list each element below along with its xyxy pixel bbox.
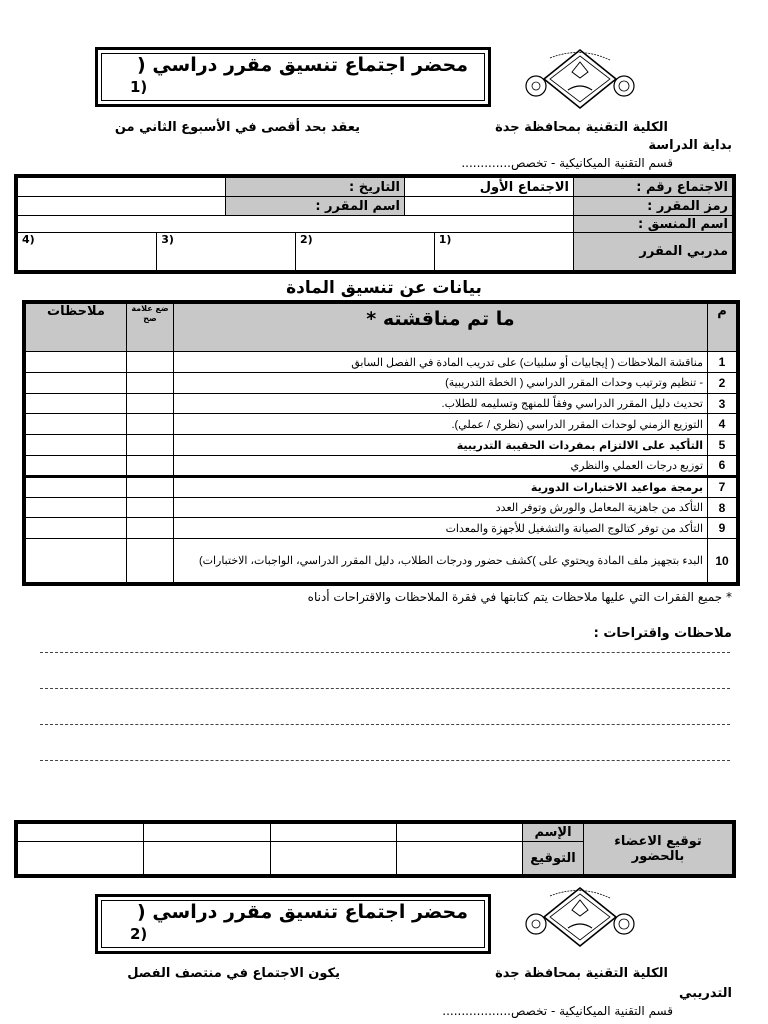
signature-label: التوقيع	[523, 842, 584, 875]
form1-items-table	[25, 303, 737, 583]
college-emblem-icon	[520, 48, 640, 110]
form1-info-box	[14, 174, 736, 274]
date-value[interactable]	[18, 178, 226, 197]
name-cell-1[interactable]	[396, 824, 522, 842]
form2-title-line1: محضر اجتماع تنسيق مقرر دراسي (	[137, 901, 468, 923]
form2-title-box	[95, 894, 491, 954]
college-emblem-icon	[520, 886, 640, 948]
table-row	[26, 456, 737, 477]
table-row	[26, 518, 737, 539]
header-check: ضع علامة صح	[127, 304, 174, 352]
table-row	[26, 414, 737, 435]
table-row	[26, 476, 737, 497]
item-check-cell[interactable]	[127, 414, 174, 435]
item-number: 9	[708, 518, 737, 539]
item-check-cell[interactable]	[127, 435, 174, 456]
trainer-1[interactable]: (1	[434, 233, 573, 270]
name-cell-2[interactable]	[270, 824, 396, 842]
trainer-3[interactable]: (3	[157, 233, 296, 270]
form1-info-table	[17, 177, 733, 271]
item-notes-cell[interactable]	[26, 476, 127, 497]
item-text: برمجة مواعيد الاختبارات الدورية	[174, 476, 708, 497]
form2-title-line2: 2)	[130, 925, 148, 943]
form2-schedule-note: يكون الاجتماع في منتصف الفصل	[127, 966, 340, 981]
form1-title-line1: محضر اجتماع تنسيق مقرر دراسي (	[137, 54, 468, 76]
form1-schedule-note: يعقد بحد أقصى في الأسبوع الثاني من	[114, 120, 360, 135]
trainers-label: مدربي المقرر	[574, 233, 733, 271]
signature-box	[14, 820, 736, 878]
item-number: 4	[708, 414, 737, 435]
coordinator-value[interactable]	[18, 216, 574, 233]
item-text: تحديث دليل المقرر الدراسي وفقاً للمنهج وتسليمه للطلاب.	[174, 393, 708, 414]
college-logo	[520, 48, 640, 110]
item-notes-cell[interactable]	[26, 414, 127, 435]
item-number: 2	[708, 372, 737, 393]
item-number: 5	[708, 435, 737, 456]
header-discussed: ما تم مناقشته *	[174, 304, 708, 352]
course-name-value[interactable]	[18, 197, 226, 216]
trainers-table	[18, 233, 573, 270]
form1-department: قسم التقنية الميكانيكية - تخصص.............	[461, 156, 673, 170]
item-notes-cell[interactable]	[26, 518, 127, 539]
signature-cell-1[interactable]	[396, 842, 522, 875]
remarks-line-2[interactable]	[40, 688, 730, 689]
remarks-line-1[interactable]	[40, 652, 730, 653]
item-check-cell[interactable]	[127, 393, 174, 414]
form1-items-box	[22, 300, 740, 586]
coordinator-label: اسم المنسق :	[574, 216, 733, 233]
table-row	[26, 393, 737, 414]
form1-title-line2: 1)	[130, 78, 148, 96]
item-text: التأكد من جاهزية المعامل والورش وتوفر العدد	[174, 497, 708, 518]
item-notes-cell[interactable]	[26, 435, 127, 456]
trainer-4[interactable]: (4	[18, 233, 157, 270]
item-number: 8	[708, 497, 737, 518]
item-check-cell[interactable]	[127, 497, 174, 518]
footnote: * جميع الفقرات التي عليها ملاحظات يتم كتابتها في فقرة الملاحظات والاقتراحات أدناه	[307, 590, 732, 604]
signature-cell-4[interactable]	[18, 842, 144, 875]
item-text: توزيع درجات العملي والنظري	[174, 456, 708, 477]
item-notes-cell[interactable]	[26, 539, 127, 583]
table-row	[26, 372, 737, 393]
item-text: التوزيع الزمني لوحدات المقرر الدراسي (نظري / عملي).	[174, 414, 708, 435]
item-text: البدء بتجهيز ملف المادة ويحتوي على )كشف حضور ودرجات الطلاب، دليل المقرر الدراسي، الواجبات، الاختبارات)	[174, 539, 708, 583]
meeting-no-value: الاجتماع الأول	[405, 178, 574, 197]
trainer-2[interactable]: (2	[296, 233, 435, 270]
form2-schedule-note-cont: التدريبي	[679, 986, 732, 1001]
form2-college-name: الكلية التقنية بمحافظة جدة	[495, 966, 668, 981]
section-title: بيانات عن تنسيق المادة	[286, 278, 482, 298]
name-cell-4[interactable]	[18, 824, 144, 842]
name-label: الإسم	[523, 824, 584, 842]
form1-title-box	[95, 47, 491, 107]
item-number: 3	[708, 393, 737, 414]
remarks-line-4[interactable]	[40, 760, 730, 761]
course-code-label: رمز المقرر :	[574, 197, 733, 216]
item-text: التأكد من توفر كتالوج الصيانة والتشغيل للأجهزة والمعدات	[174, 518, 708, 539]
item-notes-cell[interactable]	[26, 393, 127, 414]
header-notes: ملاحظات	[26, 304, 127, 352]
remarks-label: ملاحظات واقتراحات :	[593, 626, 732, 641]
item-number: 10	[708, 539, 737, 583]
table-row	[26, 435, 737, 456]
item-text: مناقشة الملاحظات ( إيجابيات أو سلبيات) على تدريب المادة في الفصل السابق	[174, 352, 708, 373]
college-logo-2	[520, 886, 640, 948]
table-row	[26, 497, 737, 518]
item-check-cell[interactable]	[127, 372, 174, 393]
header-num: م	[708, 304, 737, 352]
course-name-label: اسم المقرر :	[226, 197, 405, 216]
item-check-cell[interactable]	[127, 352, 174, 373]
item-notes-cell[interactable]	[26, 497, 127, 518]
item-number: 1	[708, 352, 737, 373]
form1-schedule-note-cont: بداية الدراسة	[648, 138, 732, 153]
course-code-value[interactable]	[405, 197, 574, 216]
item-text: - تنظيم وترتيب وحدات المقرر الدراسي ( الخطة التدريبية)	[174, 372, 708, 393]
signature-table	[17, 823, 733, 875]
item-notes-cell[interactable]	[26, 456, 127, 477]
form2-department: قسم التقنية الميكانيكية - تخصص..................	[442, 1004, 673, 1018]
meeting-no-label: الاجتماع رقم :	[574, 178, 733, 197]
table-row	[26, 352, 737, 373]
item-number: 6	[708, 456, 737, 477]
date-label: التاريخ :	[226, 178, 405, 197]
item-notes-cell[interactable]	[26, 352, 127, 373]
item-check-cell[interactable]	[127, 456, 174, 477]
item-check-cell[interactable]	[127, 518, 174, 539]
item-number: 7	[708, 476, 737, 497]
members-signature-label: توقيع الاعضاء بالحضور	[584, 824, 733, 875]
item-text: التأكيد على الالتزام بمفردات الحقيبة التدريبية	[174, 435, 708, 456]
signature-cell-3[interactable]	[144, 842, 270, 875]
signature-cell-2[interactable]	[270, 842, 396, 875]
remarks-line-3[interactable]	[40, 724, 730, 725]
name-cell-3[interactable]	[144, 824, 270, 842]
form1-college-name: الكلية التقنية بمحافظة جدة	[495, 120, 668, 135]
item-notes-cell[interactable]	[26, 372, 127, 393]
item-check-cell[interactable]	[127, 476, 174, 497]
item-check-cell[interactable]	[127, 539, 174, 583]
items-body	[26, 352, 737, 583]
table-row	[26, 539, 737, 583]
